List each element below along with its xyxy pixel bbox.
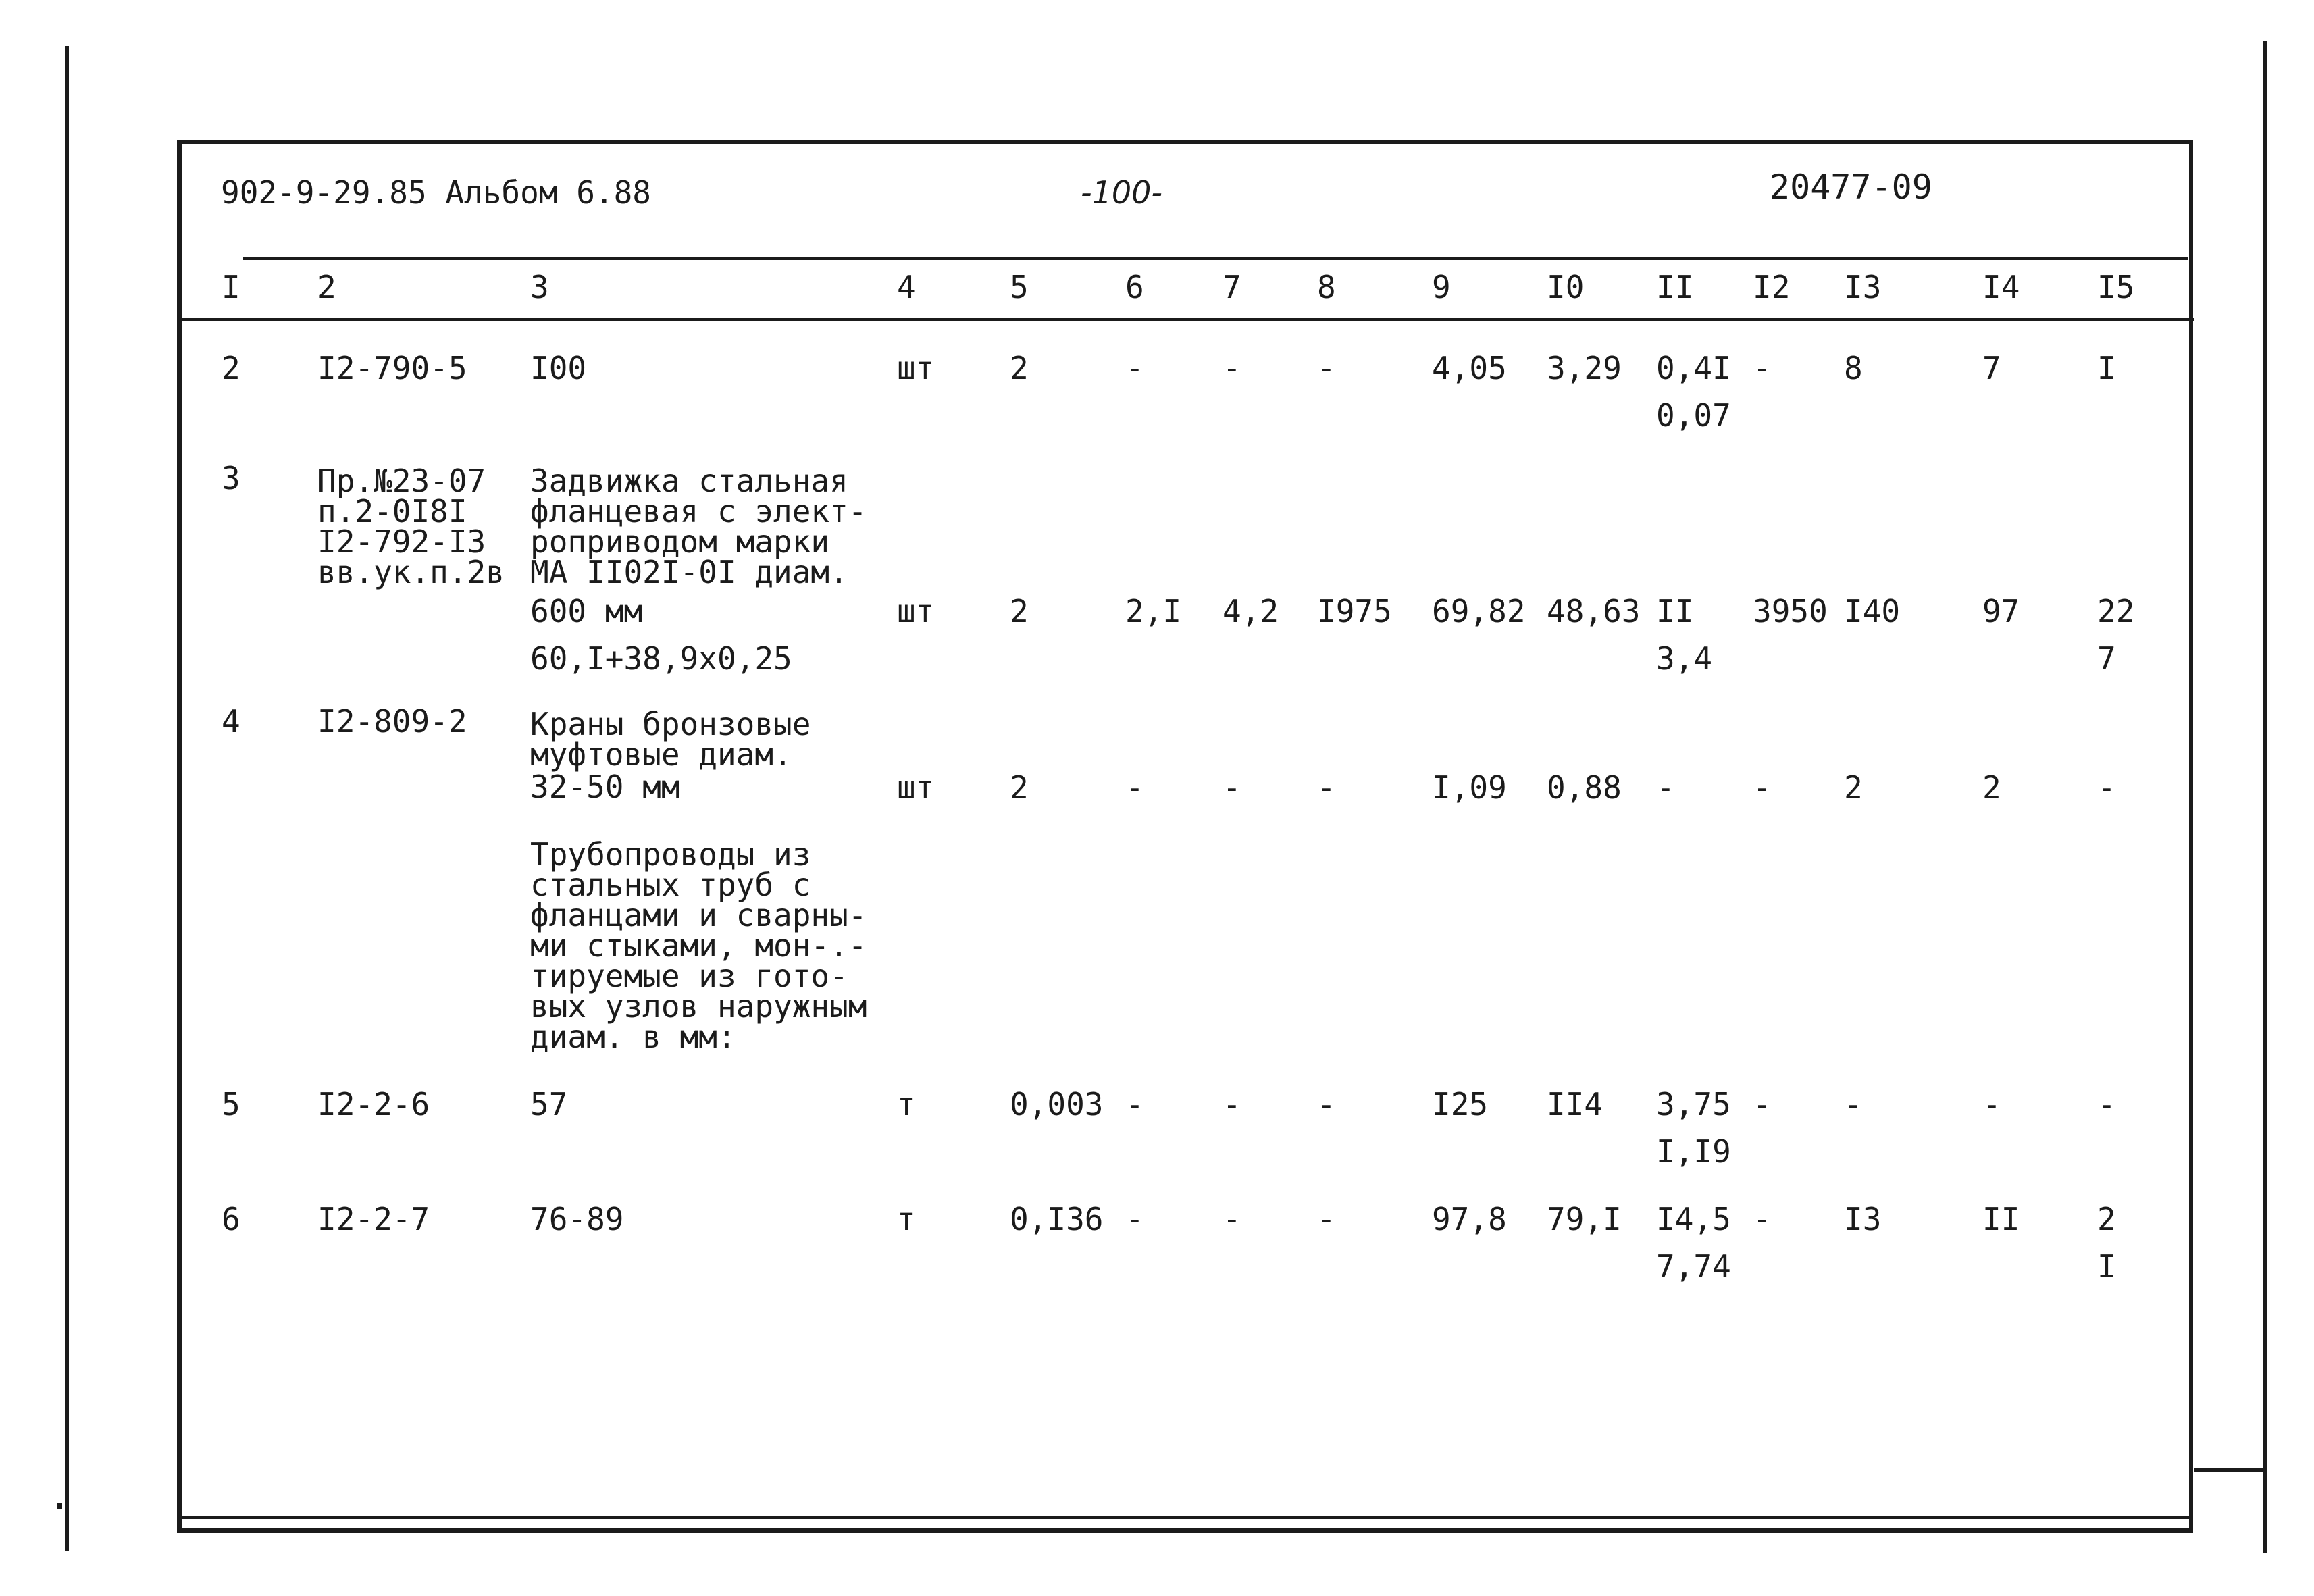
col-header-15: I5 — [2097, 269, 2135, 305]
section-line: Трубопроводы из — [530, 836, 811, 873]
value-col-6: - — [1125, 1086, 1144, 1123]
description-line: I00 — [530, 350, 587, 386]
description-line: Задвижка стальная — [530, 463, 848, 499]
value-col-15: 2 — [2097, 1201, 2116, 1237]
unit: шт — [897, 769, 935, 806]
header-rule-bottom — [181, 318, 2194, 321]
value-col-7: - — [1223, 1201, 1241, 1237]
value-col-11-second: 7,74 — [1656, 1248, 1731, 1285]
document-frame — [177, 140, 2193, 1533]
col-header-1: I — [222, 269, 240, 305]
col-header-8: 8 — [1317, 269, 1336, 305]
value-col-6: - — [1125, 769, 1144, 806]
right-stub-line — [2194, 1468, 2267, 1472]
row-number: 6 — [222, 1201, 240, 1237]
value-col-14: II — [1982, 1201, 2020, 1237]
unit: т — [897, 1086, 916, 1123]
value-col-11: 3,75 — [1656, 1086, 1731, 1123]
value-col-8: - — [1317, 1086, 1336, 1123]
value-col-6: 2,I — [1125, 593, 1182, 629]
col-header-10: I0 — [1547, 269, 1585, 305]
left-dot — [57, 1503, 62, 1509]
value-col-15-second: 7 — [2097, 640, 2116, 677]
col-header-2: 2 — [317, 269, 336, 305]
description-formula: 60,I+38,9x0,25 — [530, 640, 792, 677]
code-line: вв.ук.п.2в — [317, 554, 505, 590]
col-header-12: I2 — [1753, 269, 1791, 305]
value-col-14: - — [1982, 1086, 2001, 1123]
value-col-11: 0,4I — [1656, 350, 1731, 386]
quantity: 2 — [1010, 350, 1029, 386]
document-number: 20477-09 — [1770, 168, 1932, 207]
section-line: фланцами и сварны- — [530, 897, 867, 933]
value-col-12: 3950 — [1753, 593, 1828, 629]
value-col-10: 48,63 — [1547, 593, 1641, 629]
value-col-15-second: I — [2097, 1248, 2116, 1285]
col-header-7: 7 — [1223, 269, 1241, 305]
col-header-3: 3 — [530, 269, 549, 305]
header-rule-top — [243, 257, 2188, 260]
value-col-13: - — [1844, 1086, 1863, 1123]
value-col-10: II4 — [1547, 1086, 1603, 1123]
row-number: 5 — [222, 1086, 240, 1123]
quantity: 2 — [1010, 769, 1029, 806]
value-col-11-second: I,I9 — [1656, 1133, 1731, 1170]
value-col-7: - — [1223, 1086, 1241, 1123]
unit: т — [897, 1201, 916, 1237]
value-col-9: 97,8 — [1432, 1201, 1507, 1237]
value-col-10: 3,29 — [1547, 350, 1622, 386]
value-col-14: 7 — [1982, 350, 2001, 386]
left-binding-line — [65, 46, 69, 1551]
value-col-9: 69,82 — [1432, 593, 1526, 629]
description-line: роприводом марки — [530, 523, 830, 560]
value-col-7: - — [1223, 350, 1241, 386]
code-line: Пр.№23-07 — [317, 463, 486, 499]
value-col-14: 97 — [1982, 593, 2020, 629]
col-header-9: 9 — [1432, 269, 1451, 305]
row-number: 2 — [222, 350, 240, 386]
description-line: 32-50 мм — [530, 769, 680, 805]
description-line: 76-89 — [530, 1201, 624, 1237]
unit: шт — [897, 350, 935, 386]
description-line: 600 мм — [530, 593, 643, 629]
value-col-10: 79,I — [1547, 1201, 1622, 1237]
description-line: муфтовые диам. — [530, 736, 792, 773]
value-col-7: - — [1223, 769, 1241, 806]
section-line: вых узлов наружным — [530, 988, 867, 1025]
value-col-11: II — [1656, 593, 1694, 629]
value-col-11: - — [1656, 769, 1675, 806]
value-col-15: I — [2097, 350, 2116, 386]
col-header-13: I3 — [1844, 269, 1882, 305]
value-col-9: I,09 — [1432, 769, 1507, 806]
code-line: п.2-0I8I — [317, 493, 467, 530]
value-col-11-second: 3,4 — [1656, 640, 1713, 677]
value-col-8: - — [1317, 350, 1336, 386]
description-line: фланцевая с элект- — [530, 493, 867, 530]
value-col-12: - — [1753, 1201, 1772, 1237]
value-col-13: 8 — [1844, 350, 1863, 386]
value-col-11-second: 0,07 — [1656, 397, 1731, 434]
value-col-6: - — [1125, 350, 1144, 386]
value-col-12: - — [1753, 769, 1772, 806]
description-line: 57 — [530, 1086, 568, 1123]
page-number: -100- — [1081, 174, 1162, 211]
value-col-14: 2 — [1982, 769, 2001, 806]
value-col-9: 4,05 — [1432, 350, 1507, 386]
right-binding-line — [2263, 41, 2267, 1553]
section-line: стальных труб с — [530, 867, 811, 903]
value-col-8: - — [1317, 769, 1336, 806]
value-col-15: 22 — [2097, 593, 2135, 629]
quantity: 2 — [1010, 593, 1029, 629]
value-col-6: - — [1125, 1201, 1144, 1237]
value-col-9: I25 — [1432, 1086, 1489, 1123]
code-line: I2-2-6 — [317, 1086, 430, 1123]
col-header-14: I4 — [1982, 269, 2020, 305]
value-col-13: I40 — [1844, 593, 1901, 629]
value-col-13: I3 — [1844, 1201, 1882, 1237]
bottom-rule — [181, 1516, 2190, 1519]
unit: шт — [897, 593, 935, 629]
col-header-11: II — [1656, 269, 1694, 305]
value-col-10: 0,88 — [1547, 769, 1622, 806]
code-line: I2-792-I3 — [317, 523, 486, 560]
value-col-15: - — [2097, 1086, 2116, 1123]
section-line: тируемые из гото- — [530, 958, 848, 994]
col-header-4: 4 — [897, 269, 916, 305]
value-col-8: I975 — [1317, 593, 1392, 629]
section-line: ми стыками, мон-.- — [530, 927, 867, 964]
value-col-12: - — [1753, 350, 1772, 386]
code-line: I2-790-5 — [317, 350, 467, 386]
code-line: I2-2-7 — [317, 1201, 430, 1237]
col-header-5: 5 — [1010, 269, 1029, 305]
description-line: МА II02I-0I диам. — [530, 554, 848, 590]
section-line: диам. в мм: — [530, 1019, 736, 1055]
description-line: Краны бронзовые — [530, 706, 811, 742]
value-col-15: - — [2097, 769, 2116, 806]
row-number: 3 — [222, 460, 240, 496]
value-col-7: 4,2 — [1223, 593, 1279, 629]
code-line: I2-809-2 — [317, 703, 467, 740]
col-header-6: 6 — [1125, 269, 1144, 305]
value-col-11: I4,5 — [1656, 1201, 1731, 1237]
value-col-8: - — [1317, 1201, 1336, 1237]
value-col-13: 2 — [1844, 769, 1863, 806]
document-code: 902-9-29.85 Альбом 6.88 — [221, 174, 651, 211]
quantity: 0,I36 — [1010, 1201, 1104, 1237]
value-col-12: - — [1753, 1086, 1772, 1123]
row-number: 4 — [222, 703, 240, 740]
quantity: 0,003 — [1010, 1086, 1104, 1123]
